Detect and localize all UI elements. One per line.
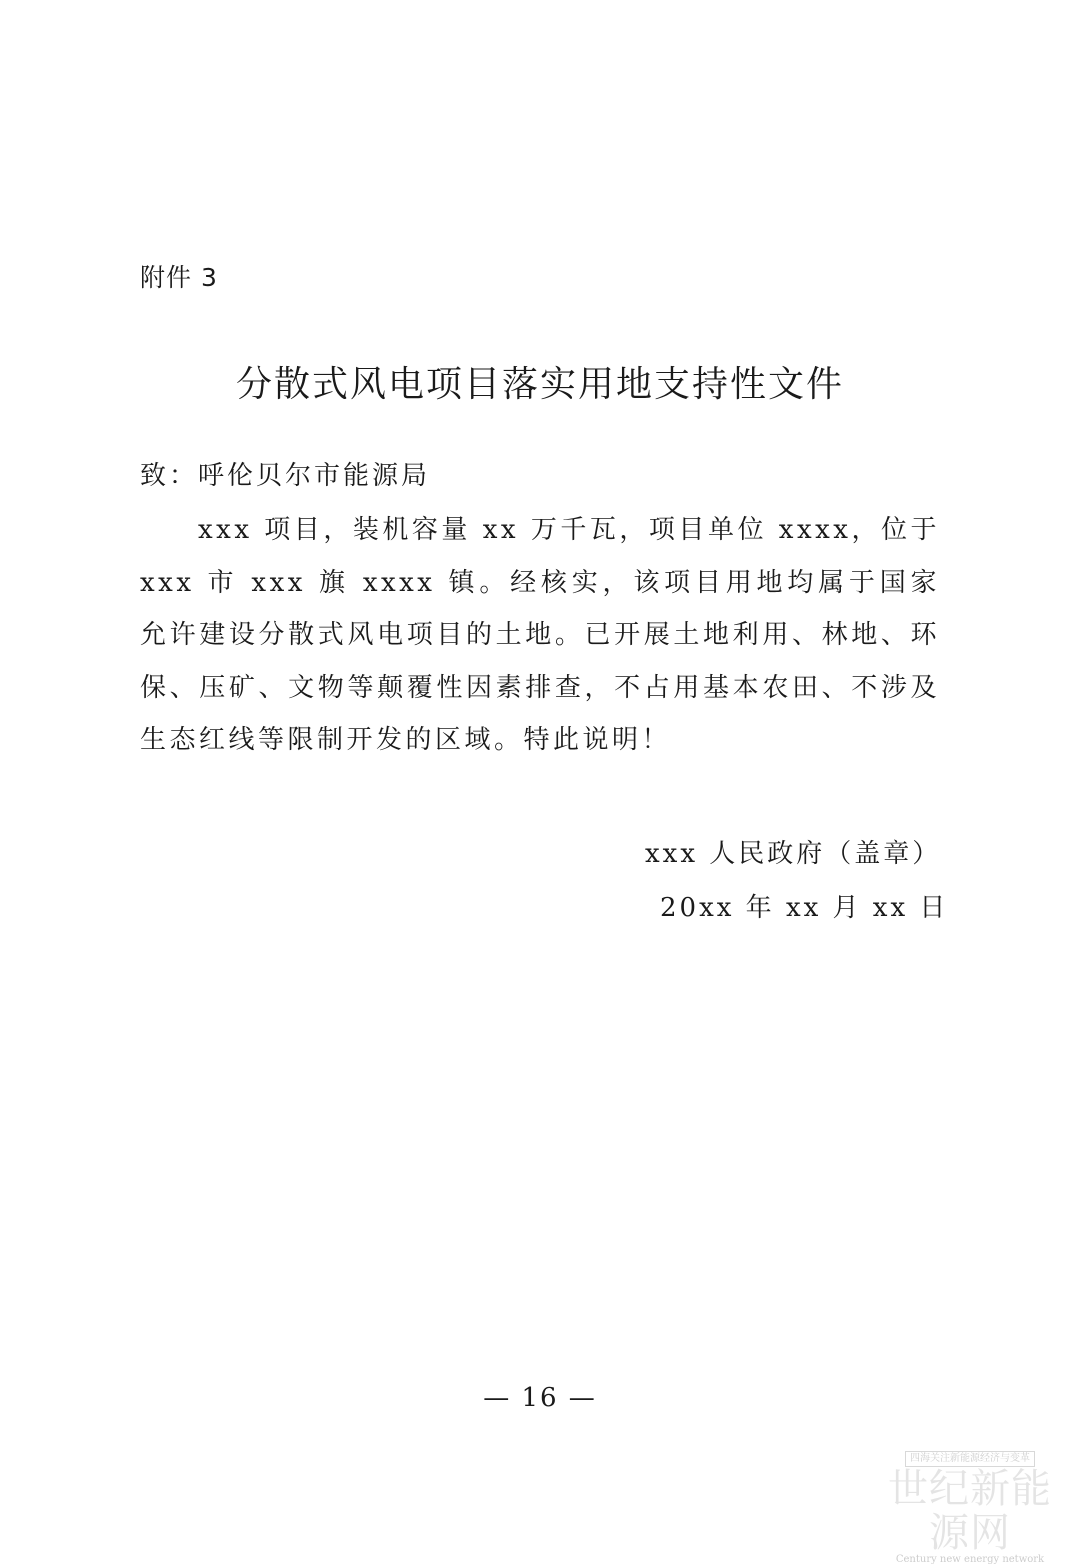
signature-organization: xxx 人民政府（盖章） (645, 839, 942, 869)
page-number: — 16 — (483, 1383, 597, 1413)
body-paragraph: xxx 项目，装机容量 xx 万千瓦，项目单位 xxxx，位于 xxx 市 xxx 旗 xxxx 镇。经核实，该项目用地均属于国家允许建设分散式风电项目的土地。已开展土地利用、林地、环保、压矿、文物等颠覆性因素排查，不占用基本农田、不涉及生态红线等限制开发的区域。特此说明！ (140, 515, 940, 755)
watermark-name: 世纪新能源网 (888, 1466, 1052, 1556)
salutation: 致：呼伦贝尔市能源局 (140, 461, 431, 491)
signature-date: 20xx 年 xx 月 xx 日 (660, 893, 949, 923)
watermark (870, 1446, 1070, 1565)
attachment-label: 附件 3 (140, 263, 218, 292)
watermark-subtitle: Century new energy network (895, 1554, 1045, 1565)
watermark-tagline: 四海关注新能源经济与变革 (905, 1451, 1035, 1467)
document-title: 分散式风电项目落实用地支持性文件 (235, 364, 844, 405)
